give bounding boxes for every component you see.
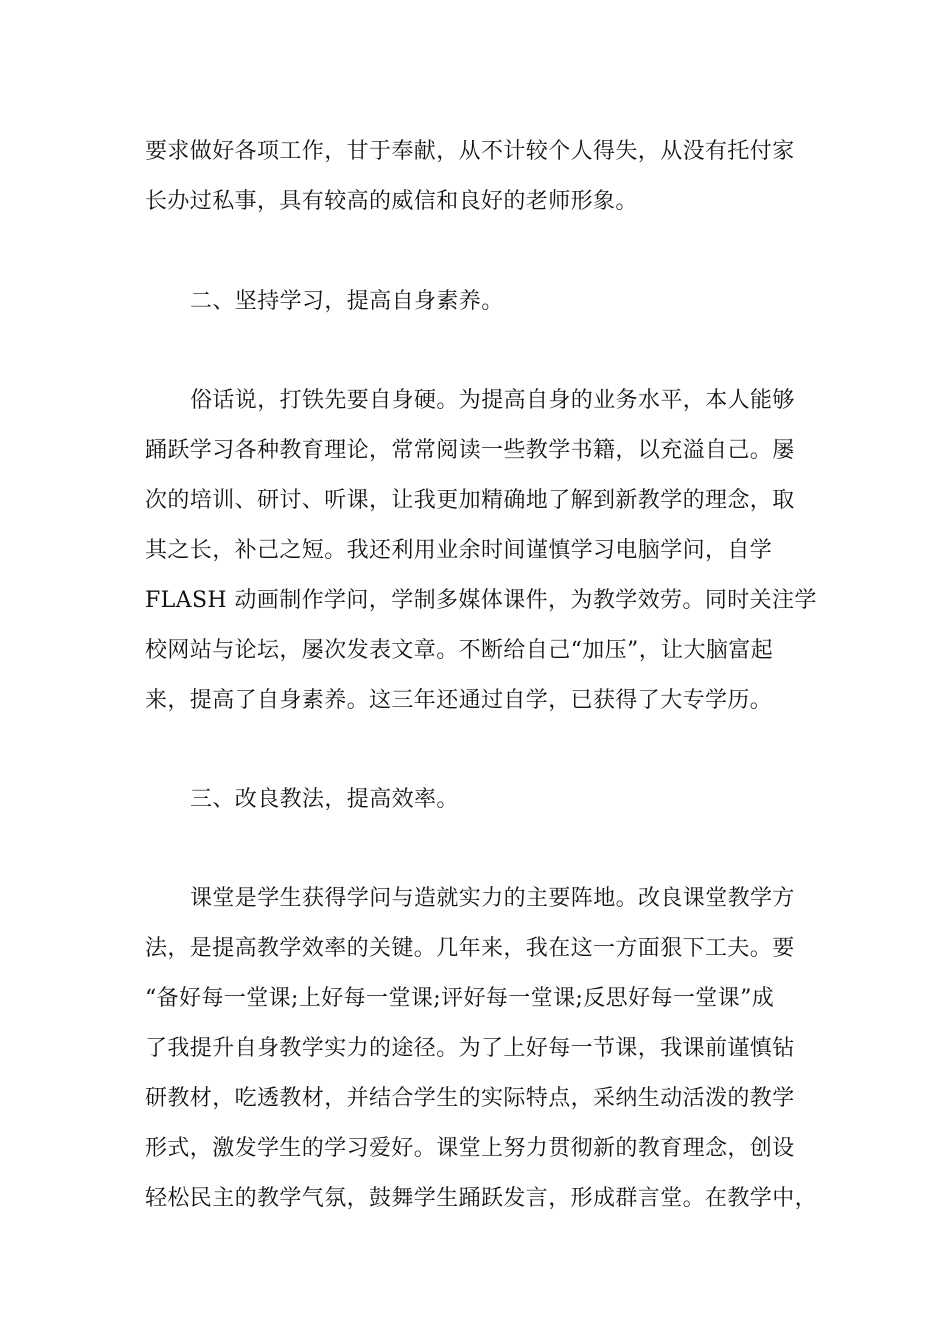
paragraph-line: 了我提升自身教学实力的途径。为了上好每一节课，我课前谨慎钻 — [145, 1036, 795, 1061]
paragraph-line: 长办过私事，具有较高的威信和良好的老师形象。 — [145, 189, 638, 214]
paragraph-line: 次的培训、研讨、听课，让我更加精确地了解到新教学的理念，取 — [145, 488, 795, 513]
paragraph-line: 形式，激发学生的学习爱好。课堂上努力贯彻新的教育理念，创设 — [145, 1136, 795, 1161]
paragraph-line: 校网站与论坛，屡次发表文章。不断给自己“加压”，让大脑富起 — [145, 638, 774, 663]
paragraph-line: 要求做好各项工作，甘于奉献，从不计较个人得失，从没有托付家 — [145, 139, 795, 164]
section-heading: 三、改良教法，提高效率。 — [190, 787, 459, 812]
section-heading: 二、坚持学习，提高自身素养。 — [190, 289, 504, 314]
paragraph-line: 法，是提高教学效率的关键。几年来，我在这一方面狠下工夫。要 — [145, 936, 795, 961]
paragraph-line: 踊跃学习各种教育理论，常常阅读一些教学书籍，以充溢自己。屡 — [145, 438, 795, 463]
paragraph-line: 俗话说，打铁先要自身硬。为提高自身的业务水平，本人能够 — [190, 388, 795, 413]
paragraph-line: 轻松民主的教学气氛，鼓舞学生踊跃发言，形成群言堂。在教学中， — [145, 1186, 818, 1211]
paragraph-line: 来，提高了自身素养。这三年还通过自学，已获得了大专学历。 — [145, 688, 773, 713]
paragraph-line: 课堂是学生获得学问与造就实力的主要阵地。改良课堂教学方 — [190, 886, 795, 911]
paragraph-line: 其之长，补己之短。我还利用业余时间谨慎学习电脑学问，自学 — [145, 538, 773, 563]
paragraph-line: FLASH 动画制作学问，学制多媒体课件，为教学效劳。同时关注学 — [145, 588, 817, 613]
paragraph-line: 研教材，吃透教材，并结合学生的实际特点，采纳生动活泼的教学 — [145, 1086, 795, 1111]
paragraph-line: “备好每一堂课;上好每一堂课;评好每一堂课;反思好每一堂课”成 — [145, 986, 775, 1011]
